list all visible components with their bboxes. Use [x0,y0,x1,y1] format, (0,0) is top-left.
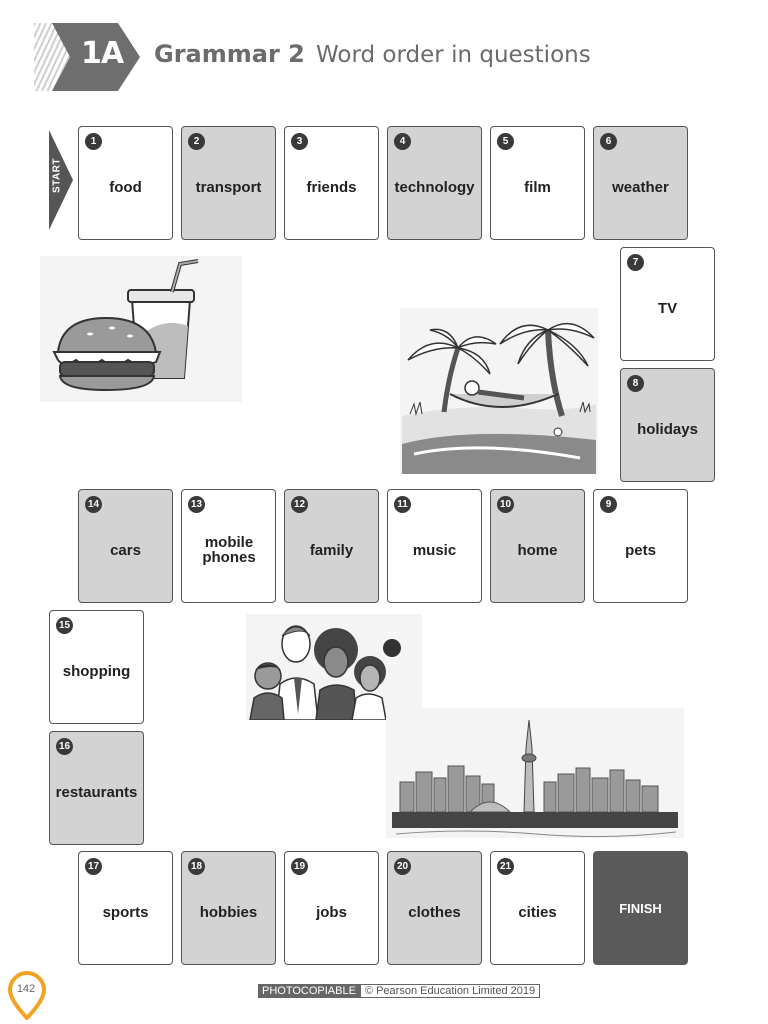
board-square [490,489,585,603]
finish-square [593,851,688,965]
board-square [593,126,688,240]
square-number-badge: 19 [291,858,308,875]
square-number-badge: 9 [600,496,617,513]
city-skyline-illustration [386,708,684,838]
beach-hammock-illustration [400,308,598,474]
photocopiable-label: PHOTOCOPIABLE [258,984,360,998]
square-number-badge: 18 [188,858,205,875]
square-topic-label: cities [518,903,557,921]
square-number-badge: 3 [291,133,308,150]
square-number-badge: 2 [188,133,205,150]
board-square [593,489,688,603]
page-subtitle: Word order in questions [316,42,591,68]
square-topic-label: transport [195,178,262,196]
board-square [181,489,276,603]
board-square [284,489,379,603]
footer [258,984,540,998]
square-number-badge: 6 [600,133,617,150]
burger-drink-illustration [40,256,242,402]
board-square [181,851,276,965]
page-number: 142 [16,983,36,995]
page-marker-icon [6,970,48,1020]
square-topic-label: family [309,541,354,559]
board-square [490,851,585,965]
square-topic-label: mobile phones [202,534,256,566]
square-topic-label: friends [306,178,357,196]
square-topic-label: holidays [637,420,698,438]
square-number-badge: 16 [56,738,73,755]
square-number-badge: 21 [497,858,514,875]
copyright-text: © Pearson Education Limited 2019 [360,984,540,998]
square-topic-label: shopping [62,662,131,680]
square-topic-label: film [524,178,551,196]
square-number-badge: 7 [627,254,644,271]
square-topic-label: jobs [316,903,347,921]
board-square [620,247,715,361]
square-topic-label: cars [110,541,141,559]
square-topic-label: home [517,541,558,559]
square-topic-label: restaurants [55,783,138,801]
board-square [78,489,173,603]
family-illustration [246,614,422,720]
square-number-badge: 1 [85,133,102,150]
board-square [387,851,482,965]
board-square [78,851,173,965]
square-number-badge: 5 [497,133,514,150]
board-square [387,489,482,603]
square-number-badge: 20 [394,858,411,875]
square-number-badge: 13 [188,496,205,513]
square-topic-label: technology [394,178,475,196]
board-square [387,126,482,240]
square-number-badge: 8 [627,375,644,392]
square-topic-label: pets [625,541,656,559]
board-square [181,126,276,240]
page-title: Grammar 2 [154,40,305,68]
square-number-badge: 4 [394,133,411,150]
square-topic-label: TV [657,299,678,317]
square-topic-label: music [412,541,457,559]
square-number-badge: 10 [497,496,514,513]
square-number-badge: 12 [291,496,308,513]
square-number-badge: 15 [56,617,73,634]
board-square [284,851,379,965]
square-topic-label: hobbies [199,903,258,921]
square-topic-label: food [109,178,142,196]
board-square [49,610,144,724]
square-topic-label: weather [612,178,669,196]
square-number-badge: 14 [85,496,102,513]
start-label: START [51,157,63,194]
square-topic-label: clothes [408,903,461,921]
square-number-badge: 17 [85,858,102,875]
unit-number: 1A [80,36,124,71]
square-topic-label: sports [102,903,149,921]
square-number-badge: 11 [394,496,411,513]
finish-label: FINISH [619,900,662,916]
board-square [284,126,379,240]
board-square [620,368,715,482]
board-square [49,731,144,845]
board-square [490,126,585,240]
board-square [78,126,173,240]
